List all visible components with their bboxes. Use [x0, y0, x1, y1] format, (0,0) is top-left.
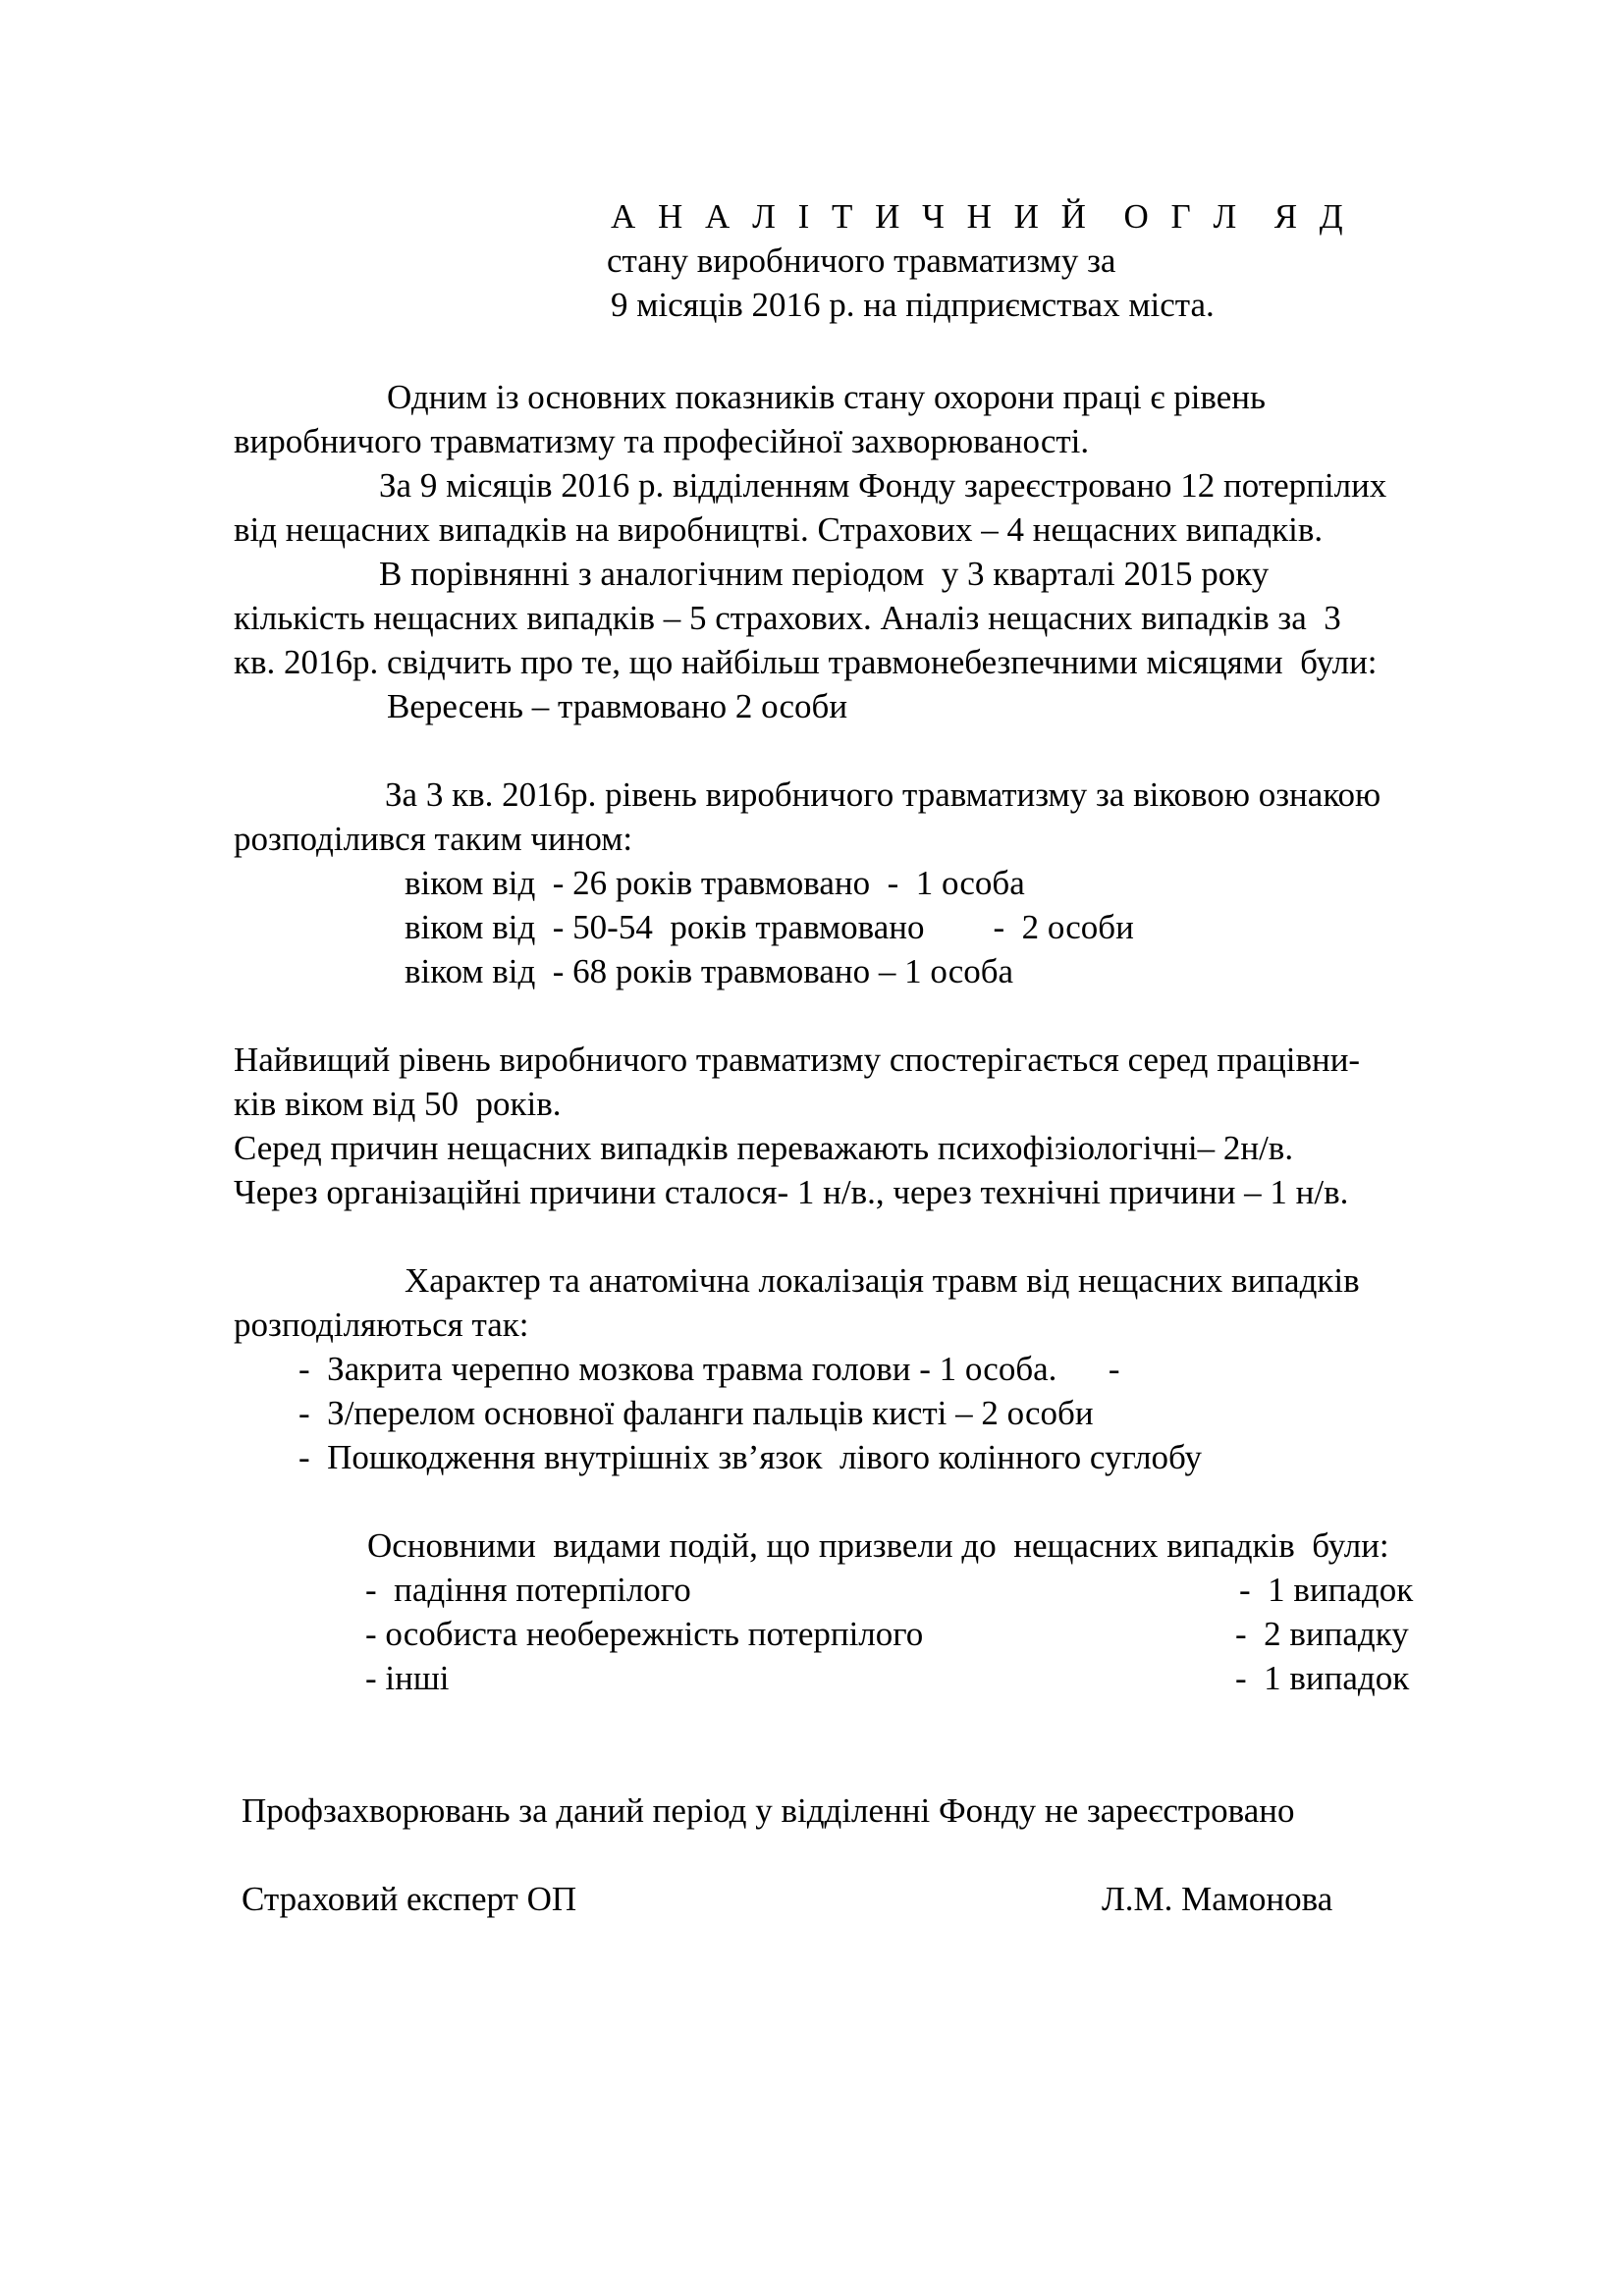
events-intro: Основними видами подій, що призвели до нещасних випадків були:: [367, 1526, 1389, 1565]
intro-paragraph-1-line-1: Одним із основних показників стану охорони праці є рівень: [387, 378, 1266, 416]
document-subtitle-line-1: стану виробничого травматизму за: [607, 241, 1116, 280]
events-row-value: - 1 випадок: [1235, 1659, 1410, 1697]
summary-line-3: Серед причин нещасних випадків переважають психофізіологічні– 2н/в.: [234, 1129, 1294, 1167]
summary-line-4: Через організаційні причини сталося- 1 н/в., через технічні причини – 1 н/в.: [234, 1173, 1349, 1211]
age-paragraph-line-1: За 3 кв. 2016р. рівень виробничого травматизму за віковою ознакою: [385, 775, 1381, 814]
age-paragraph-line-2: розподілився таким чином:: [234, 820, 633, 858]
signatory-name: Л.М. Мамонова: [1102, 1880, 1333, 1918]
summary-line-2: ків віком від 50 років.: [234, 1085, 562, 1123]
intro-paragraph-3-line-3: кв. 2016р. свідчить про те, що найбільш травмонебезпечними місяцями були:: [234, 643, 1378, 681]
events-row-label: - інші: [365, 1659, 450, 1697]
injuries-list-item: - Пошкодження внутрішніх зв’язок лівого колінного суглобу: [298, 1438, 1203, 1476]
intro-paragraph-1-line-2: виробничого травматизму та професійної захворюваності.: [234, 422, 1090, 460]
occupational-disease-note: Профзахворювань за даний період у відділенні Фонду не зареєстровано: [242, 1791, 1295, 1830]
injuries-list-item: - З/перелом основної фаланги пальців кисті – 2 особи: [298, 1394, 1094, 1432]
injuries-paragraph-line-2: розподіляються так:: [234, 1306, 529, 1344]
events-row-value: - 1 випадок: [1239, 1571, 1414, 1609]
document-title: А Н А Л І Т И Ч Н И Й О Г Л Я Д: [611, 197, 1350, 236]
events-row-label: - падіння потерпілого: [365, 1571, 691, 1609]
intro-paragraph-2-line-1: За 9 місяців 2016 р. відділенням Фонду зареєстровано 12 потерпілих: [379, 466, 1387, 505]
intro-paragraph-2-line-2: від нещасних випадків на виробництві. Страхових – 4 нещасних випадків.: [234, 510, 1324, 549]
document-subtitle-line-2: 9 місяців 2016 р. на підприємствах міста.: [611, 286, 1215, 324]
age-list-item: віком від - 26 років травмовано - 1 особа: [405, 864, 1025, 902]
intro-paragraph-3-line-4: Вересень – травмовано 2 особи: [387, 687, 848, 725]
age-list-item: віком від - 50-54 років травмовано - 2 особи: [405, 908, 1134, 946]
intro-paragraph-3-line-1: В порівнянні з аналогічним періодом у 3 кварталі 2015 року: [379, 555, 1270, 593]
signatory-position: Страховий експерт ОП: [242, 1880, 577, 1918]
events-row-value: - 2 випадку: [1235, 1615, 1409, 1653]
injuries-list-item: - Закрита черепно мозкова травма голови - 1 особа. -: [298, 1350, 1120, 1388]
summary-line-1: Найвищий рівень виробничого травматизму спостерігається серед працівни-: [234, 1041, 1361, 1079]
events-row-label: - особиста необережність потерпілого: [365, 1615, 924, 1653]
injuries-paragraph-line-1: Характер та анатомічна локалізація травм від нещасних випадків: [405, 1261, 1360, 1300]
intro-paragraph-3-line-2: кількість нещасних випадків – 5 страхових. Аналіз нещасних випадків за 3: [234, 599, 1341, 637]
age-list-item: віком від - 68 років травмовано – 1 особа: [405, 952, 1014, 990]
